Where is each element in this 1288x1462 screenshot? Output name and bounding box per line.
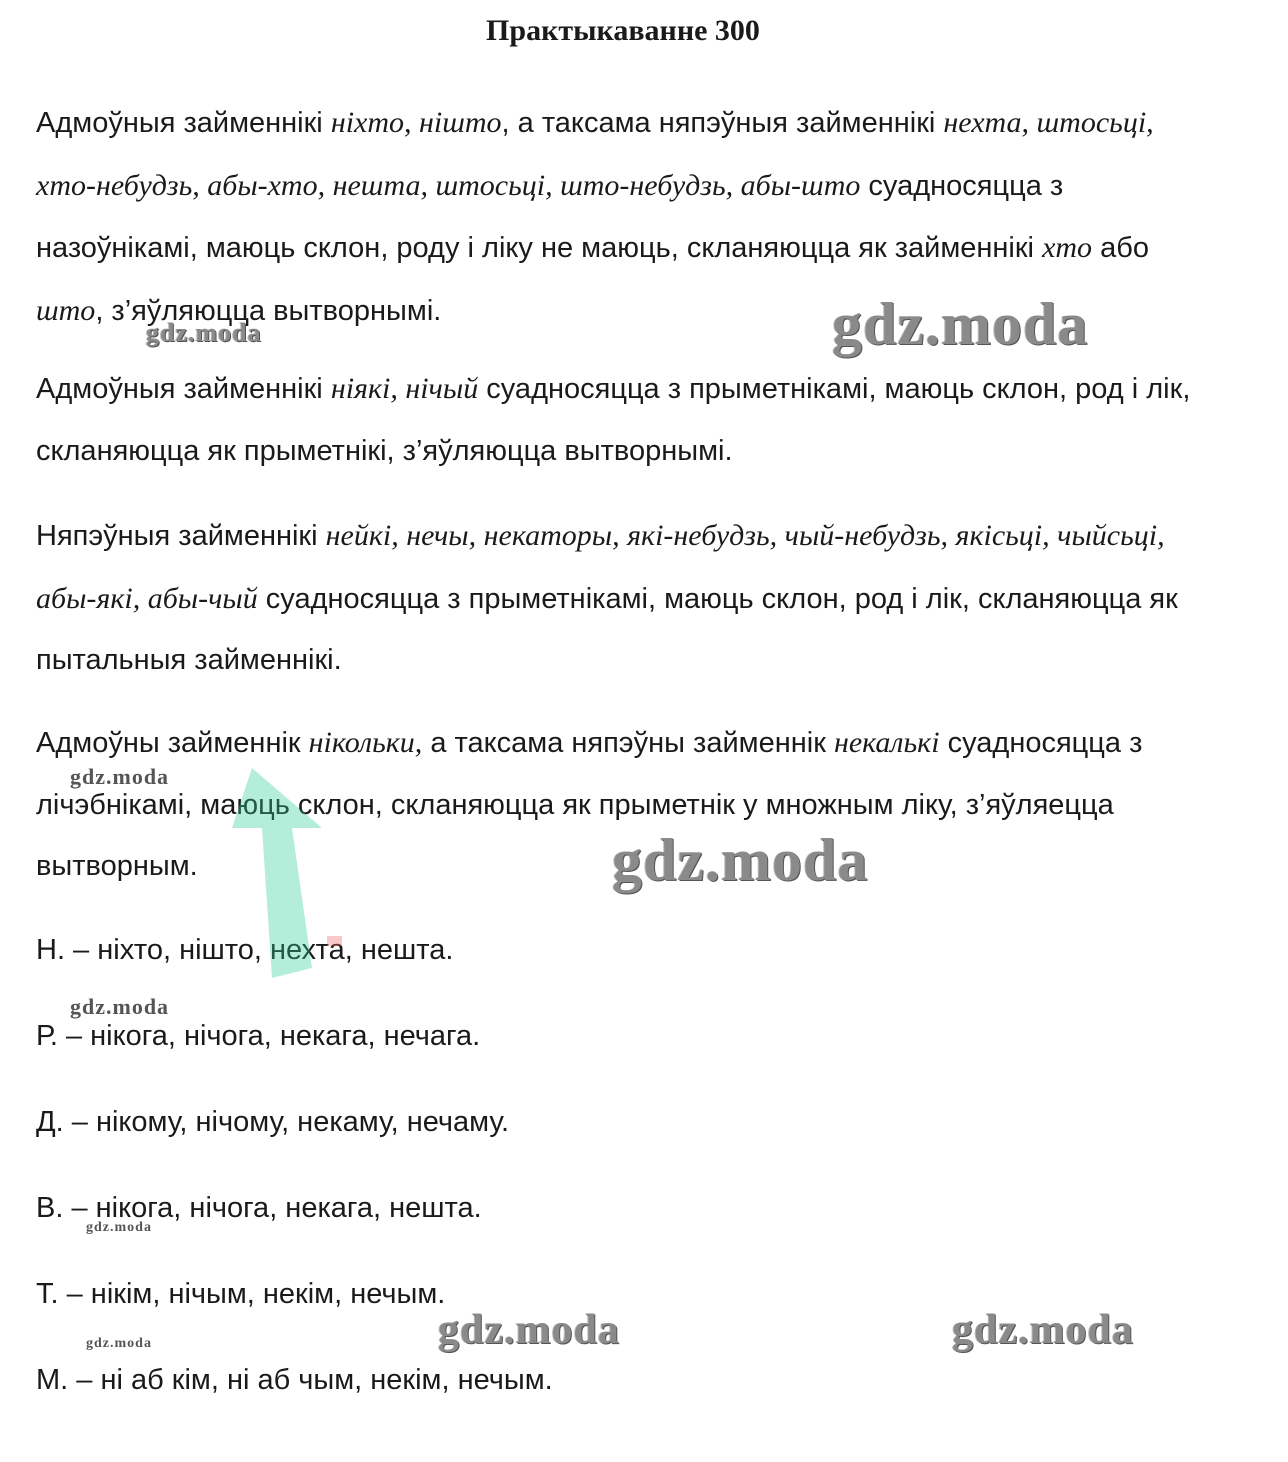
paragraph-1: Адмоўныя займеннікі ніхто, нішто, а таксама няпэўныя займеннікі нехта, штосьці, хто-небудзь, абы-хто, нешта, штосьці, што-небудзь, абы-што суадносяцца з назоўнікамі, маюць склон, роду і ліку не маюць, скланяюцца як займеннікі хто або што, з’яўляюцца вытворнымі. [36,106,1154,327]
watermark: gdz.moda [70,764,170,789]
case-accusative: В. – нікога, нічога, некага, нешта. [36,1192,482,1224]
watermark: gdz.moda [70,994,170,1019]
paragraph-3: Няпэўныя займеннікі нейкі, нечы, некаторы, які-небудзь, чый-небудзь, якісьці, чыйсьці, абы-які, абы-чый суадносяцца з прыметнікамі, маюць склон, род і лік, скланяюцца як пытальныя займеннікі. [36,519,1178,676]
watermark: gdz.moda [86,1336,152,1351]
case-dative: Д. – нікому, нічому, некаму, нечаму. [36,1106,510,1138]
case-locative: М. – ні аб кім, ні аб чым, некім, нечым. [36,1364,553,1396]
case-genitive: Р. – нікога, нічога, некага, нечага. [36,1020,481,1052]
watermark: gdz.moda [86,1220,152,1235]
watermark-arrow-icon [232,768,342,988]
case-instrumental: Т. – нікім, нічым, некім, нечым. [36,1278,446,1310]
watermark: gdz.moda [146,318,262,347]
watermark: gdz.moda [438,1307,620,1353]
paragraph-4: Адмоўны займеннік нікольки, а таксама няпэўны займеннік некалькі суадносяцца з лічэбнікамі, маюць склон, скланяюцца як прыметнік у множным ліку, з’яўляецца вытворным. [36,726,1143,882]
case-nominative: Н. – ніхто, нішто, нехта, нешта. [36,934,454,966]
watermark: gdz.moda [952,1307,1134,1353]
page-title: Практыкаванне 300 [486,14,760,47]
paragraph-2: Адмоўныя займеннікі ніякі, нічый суадносяцца з прыметнікамі, маюць склон, род і лік, скланяюцца як прыметнікі, з’яўляюцца вытворнымі. [36,372,1191,467]
watermark: gdz.moda [832,291,1089,357]
watermark: gdz.moda [612,827,869,893]
